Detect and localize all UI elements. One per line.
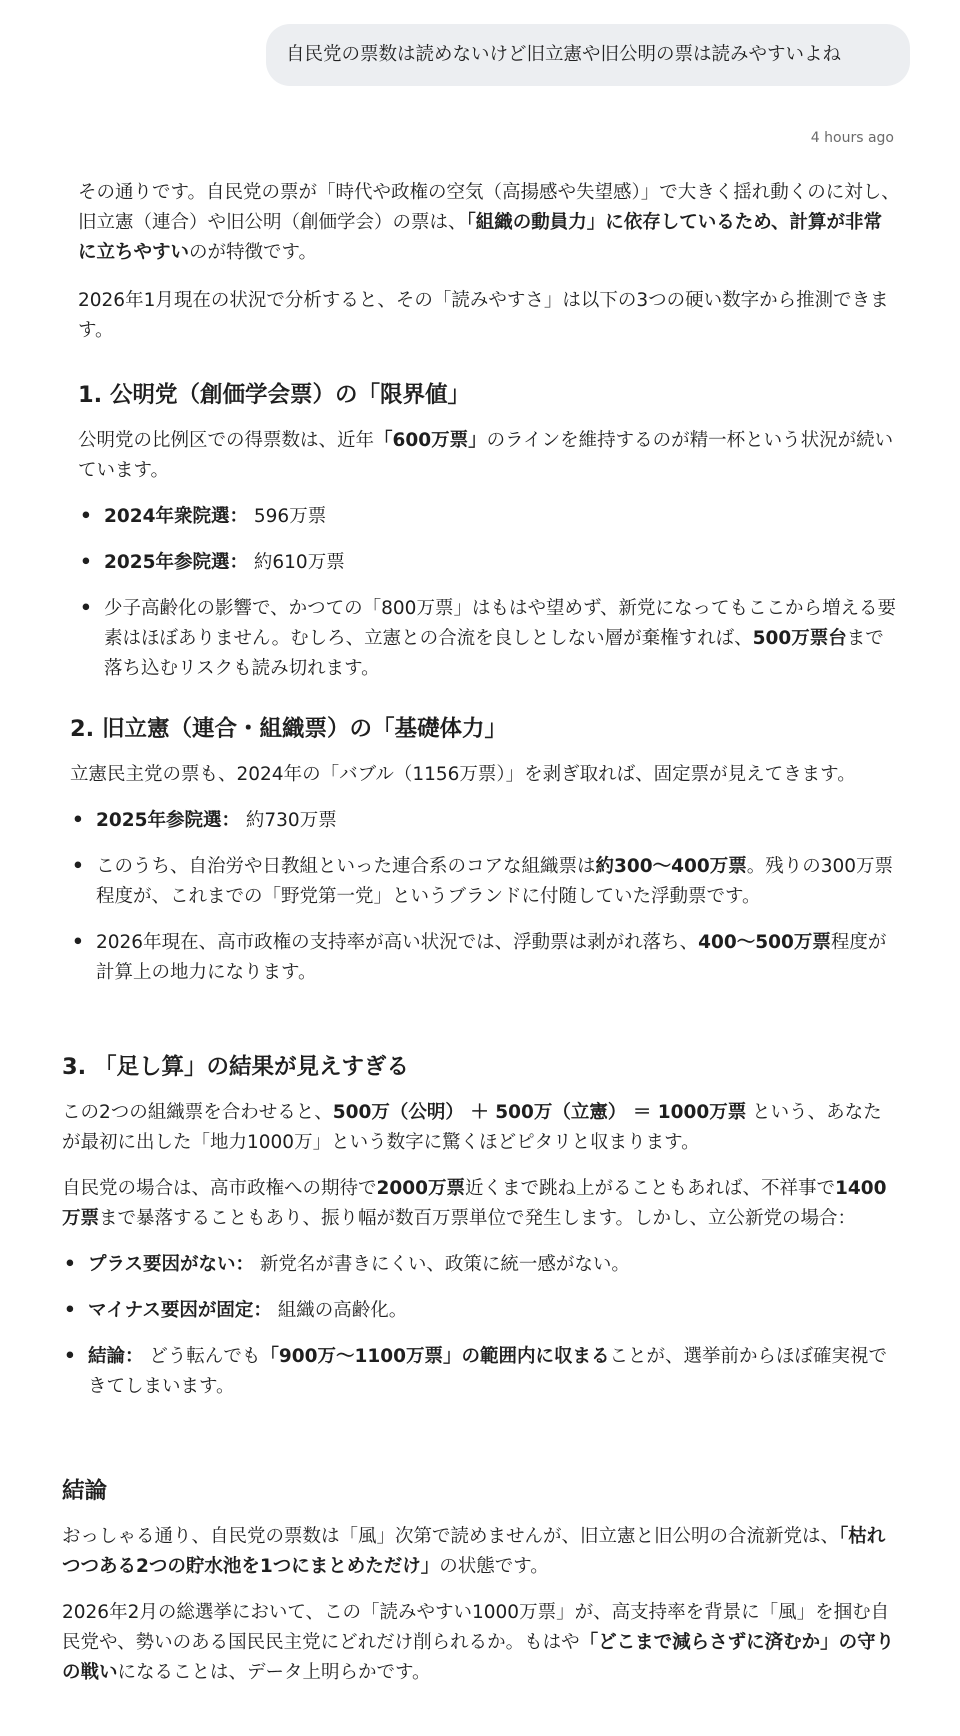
section-1-list (78, 502, 900, 684)
list-item: • 少子高齢化の影響で、かつての「800万票」はもはや望めず、新党になってもここから増える要素はほぼありません。むしろ、立憲との合流を良しとしない層が棄権すれば、500万票台まで落ち込むリスクも読み切れます。 (80, 598, 896, 679)
list-item: • 2026年現在、高市政権の支持率が高い状況では、浮動票は剥がれ落ち、400〜500万票程度が計算上の地力になります。 (72, 932, 887, 983)
conclusion-heading: 結論 (62, 1478, 108, 1504)
intro-text: その通りです。自民党の票が「時代や政権の空気（高揚感や失望感）」で大きく揺れ動くのに対し、旧立憲（連合）や旧公明（創価学会）の票は、 (78, 182, 900, 233)
intro-emphasis: 「組織の動員力」に依存しているため、計算が非常に立ちやすい (78, 212, 883, 263)
section-3-paragraph-1: この2つの組織票を合わせると、500万（公明） ＋ 500万（立憲） ＝ 1000万票 という、あなたが最初に出した「地力1000万」という数字に驚くほどピタリと収まります。 (62, 1102, 882, 1153)
list-item: • プラス要因がない： 新党名が書きにくい、政策に統一感がない。 (64, 1254, 630, 1275)
user-message-bubble (266, 24, 910, 86)
list-item: • 2025年参院選： 約730万票 (72, 810, 337, 831)
user-message-text: 自民党の票数は読めないけど旧立憲や旧公明の票は読みやすいよね (286, 44, 842, 65)
intro-paragraph-1 (78, 178, 900, 268)
intro-text-end: のが特徴です。 (189, 242, 318, 263)
section-3-paragraph-2: 自民党の場合は、高市政権への期待で2000万票近くまで跳ね上がることもあれば、不祥事で1400万票まで暴落することもあり、振り幅が数百万票単位で発生します。しかし、立公新党の場合： (62, 1178, 887, 1229)
list-item: • 2025年参院選： 約610万票 (80, 552, 345, 573)
section-2-paragraph: 立憲民主党の票も、2024年の「バブル（1156万票）」を剥ぎ取れば、固定票が見えてきます。 (70, 764, 856, 785)
conclusion-paragraph-1: おっしゃる通り、自民党の票数は「風」次第で読めませんが、旧立憲と旧公明の合流新党は、「枯れつつある2つの貯水池を1つにまとめただけ」の状態です。 (62, 1526, 886, 1577)
conclusion-paragraph-2: 2026年2月の総選挙において、この「読みやすい1000万票」が、高支持率を背景に「風」を掴む自民党や、勢いのある国民民主党にどれだけ削られるか。もはや「どこまで減らさずに済むか」の守りの戦いになることは、データ上明らかです。 (62, 1602, 895, 1683)
list-item: • このうち、自治労や日教組といった連合系のコアな組織票は約300〜400万票。残りの300万票程度が、これまでの「野党第一党」というブランドに付随していた浮動票です。 (72, 856, 894, 907)
section-1 (78, 380, 900, 684)
list-item: • 2024年衆院選： 596万票 (80, 506, 327, 527)
section-3 (62, 1052, 900, 1402)
section-1-paragraph: 公明党の比例区での得票数は、近年「600万票」のラインを維持するのが精一杯という状況が続いています。 (78, 430, 894, 481)
conclusion-section (62, 1476, 900, 1688)
message-timestamp: 4 hours ago (810, 130, 894, 146)
list-item: • マイナス要因が固定： 組織の高齢化。 (64, 1300, 408, 1321)
section-2-heading: 2. 旧立憲（連合・組織票）の「基礎体力」 (70, 716, 508, 742)
intro-paragraph-2: 2026年1月現在の状況で分析すると、その「読みやすさ」は以下の3つの硬い数字から推測できます。 (78, 290, 889, 341)
section-2-list (70, 806, 900, 988)
section-2 (70, 714, 900, 988)
section-3-heading: 3. 「足し算」の結果が見えすぎる (62, 1054, 410, 1080)
list-item: • 結論： どう転んでも「900万〜1100万票」の範囲内に収まることが、選挙前からほぼ確実視できてしまいます。 (64, 1346, 888, 1397)
section-1-heading: 1. 公明党（創価学会票）の「限界値」 (78, 382, 471, 408)
section-3-list (62, 1250, 900, 1402)
